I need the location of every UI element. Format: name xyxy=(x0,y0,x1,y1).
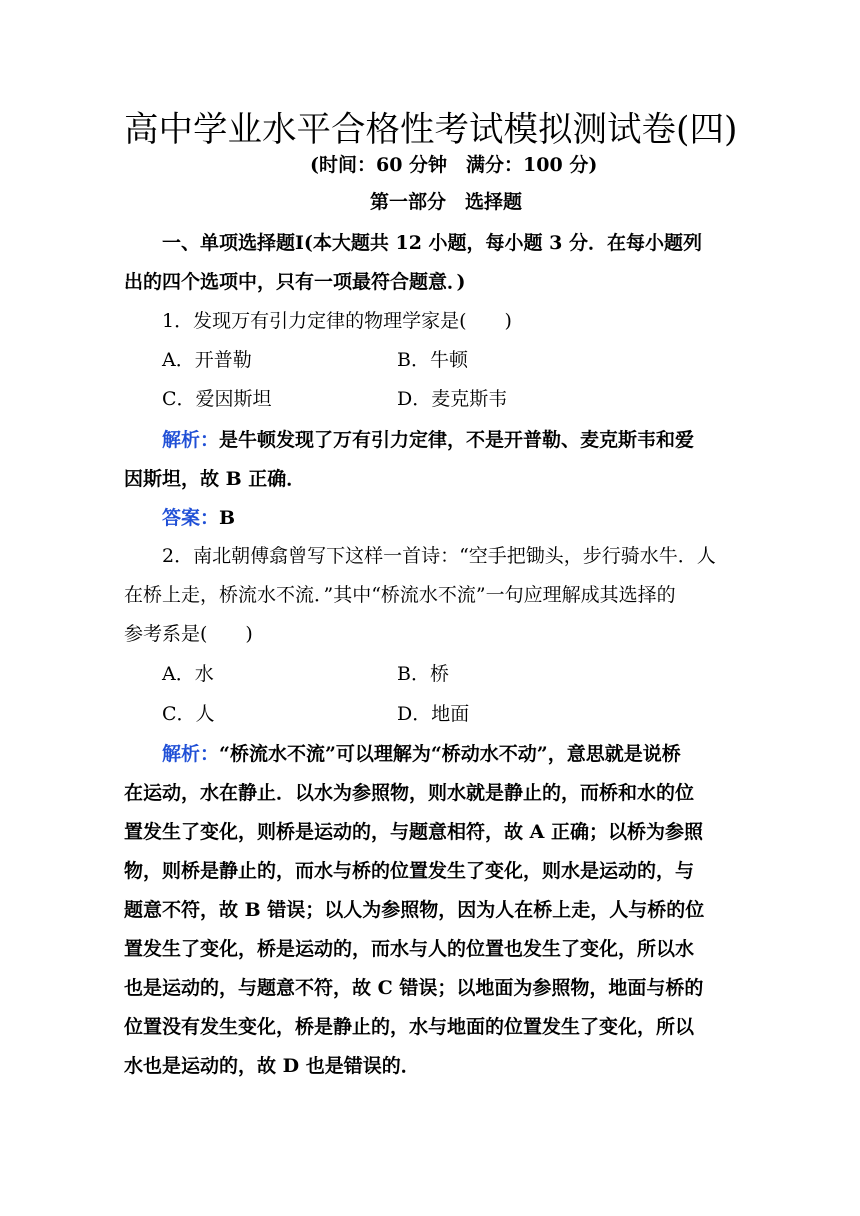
section-title: 第一部分 选择题 xyxy=(370,191,523,213)
instructions-text-2: 出的四个选项中，只有一项最符合题意．) xyxy=(124,271,466,293)
question-1-analysis-text-1: 是牛顿发现了万有引力定律，不是开普勒、麦克斯韦和爱 xyxy=(219,429,695,451)
question-2-analysis-line-1 xyxy=(162,741,738,767)
exam-time-and-score: (时间：60 分钟 满分：100 分) xyxy=(310,154,598,176)
question-1-stem: 1．发现万有引力定律的物理学家是( ) xyxy=(162,310,512,332)
question-1-option-c: C．爱因斯坦 xyxy=(162,388,272,410)
question-2-analysis-line-2: 在运动，水在静止．以水为参照物，则水就是静止的，而桥和水的位 xyxy=(124,782,695,804)
question-2-option-b: B．桥 xyxy=(397,663,449,685)
question-2-analysis-line-6: 置发生了变化，桥是运动的，而水与人的位置也发生了变化，所以水 xyxy=(124,938,695,960)
question-2-analysis-line-3: 置发生了变化，则桥是运动的，与题意相符，故 A 正确；以桥为参照 xyxy=(124,821,703,843)
question-2-analysis-text-1: “桥流水不流”可以理解为“桥动水不动”，意思就是说桥 xyxy=(219,743,681,765)
part-label: 一、单项选择题Ⅰ xyxy=(162,232,304,254)
question-1-answer: B xyxy=(219,507,236,529)
question-2-analysis-line-7: 也是运动的，与题意不符，故 C 错误；以地面为参照物，地面与桥的 xyxy=(124,977,704,999)
question-1-answer-line xyxy=(162,505,776,531)
question-2-analysis-line-8: 位置没有发生变化，桥是静止的，水与地面的位置发生了变化，所以 xyxy=(124,1016,695,1038)
question-2-option-d: D．地面 xyxy=(397,703,470,725)
question-1-option-b: B．牛顿 xyxy=(397,349,468,371)
question-1-analysis-line-1 xyxy=(162,427,738,453)
section-instructions-line-1 xyxy=(162,230,776,256)
question-2-analysis-label: 解析： xyxy=(162,743,220,765)
section-instructions-line-2 xyxy=(124,269,738,295)
question-1-analysis-text-2: 因斯坦，故 B 正确． xyxy=(124,468,306,490)
question-1-option-a: A．开普勒 xyxy=(162,349,252,371)
question-2-stem-line-3: 参考系是( ) xyxy=(124,623,253,645)
question-2-stem-line-2: 在桥上走，桥流水不流．”其中“桥流水不流”一句应理解成其选择的 xyxy=(124,584,676,606)
question-1-analysis-line-2 xyxy=(124,466,738,492)
question-2-analysis-line-5: 题意不符，故 B 错误；以人为参照物，因为人在桥上走，人与桥的位 xyxy=(124,899,705,921)
question-2-option-c: C．人 xyxy=(162,703,215,725)
instructions-text-1: (本大题共 12 小题，每小题 3 分．在每小题列 xyxy=(303,232,703,254)
question-2-analysis-line-9: 水也是运动的，故 D 也是错误的． xyxy=(124,1055,420,1077)
question-1-answer-label: 答案： xyxy=(162,507,220,529)
question-2-stem-line-1: 2．南北朝傅翕曾写下这样一首诗：“空手把锄头，步行骑水牛．人 xyxy=(162,545,716,567)
question-1-analysis-label: 解析： xyxy=(162,429,220,451)
question-2-option-a: A．水 xyxy=(162,663,214,685)
question-1-option-d: D．麦克斯韦 xyxy=(397,388,508,410)
question-2-analysis-line-4: 物，则桥是静止的，而水与桥的位置发生了变化，则水是运动的，与 xyxy=(124,860,695,882)
exam-title: 高中学业水平合格性考试模拟测试卷(四) xyxy=(124,110,738,150)
